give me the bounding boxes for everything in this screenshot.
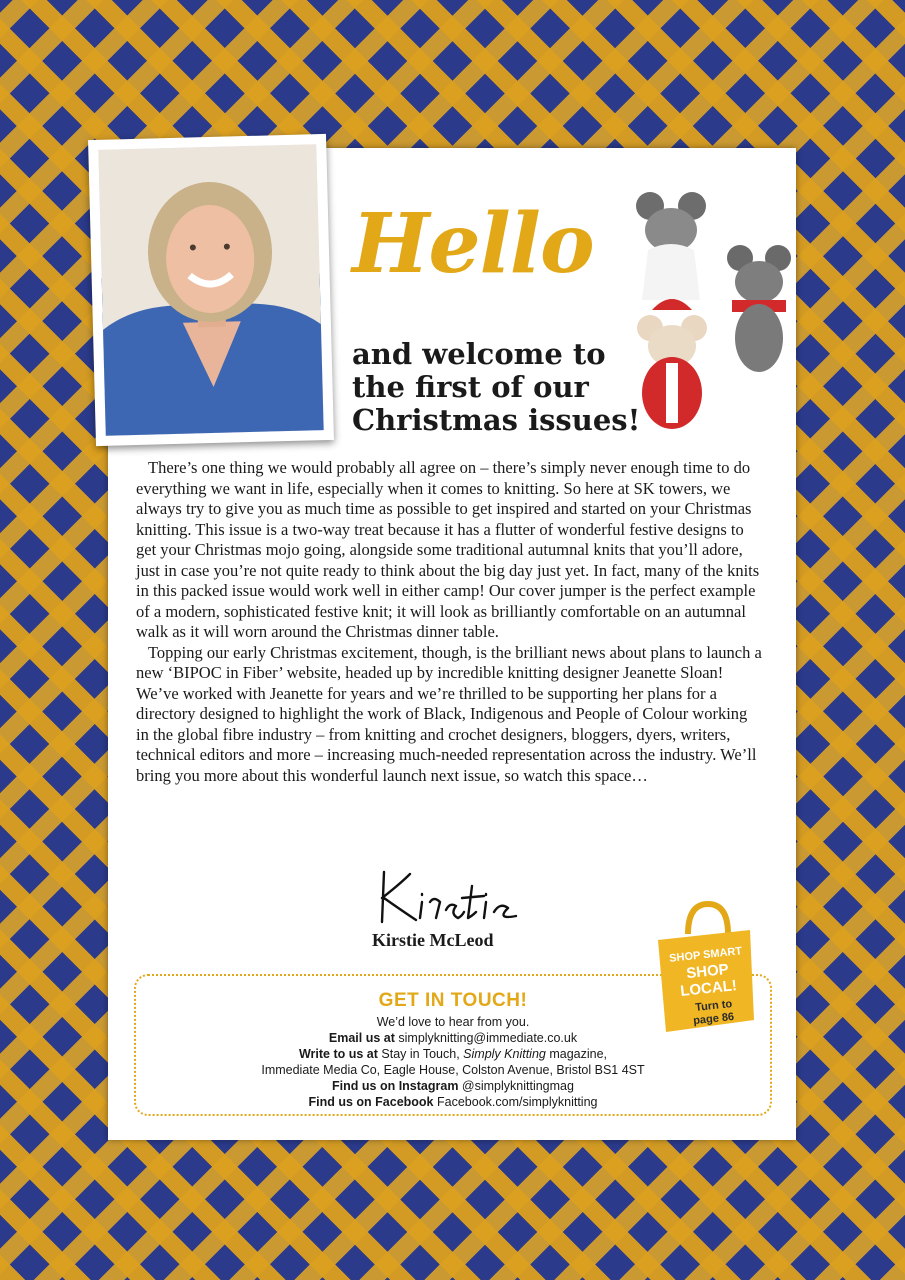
instagram-label: Find us on Instagram <box>332 1079 459 1093</box>
welcome-subheading: and welcome to the first of our Christmas issues! <box>352 337 641 437</box>
email-label: Email us at <box>328 1031 395 1045</box>
signature-graphic <box>376 866 526 926</box>
handwritten-signature <box>376 866 526 930</box>
badge-line-4: Turn to <box>694 998 733 1014</box>
write-value-1: Stay in Touch, <box>381 1047 460 1061</box>
body-paragraph-2: Topping our early Christmas excitement, though, is the brilliant news about plans to launch a new ‘BIPOC in Fiber’ website, headed up by incredible knitting designer Jeanette Sloan! We’ve worked with Jeanette for years and we’re thrilled to be supporting her plans for a directory designed to highlight the work of Black, Indigenous and People of Colour working in the global fibre industry – from knitting and crochet designers, bloggers, dyers, writers, technical editors and more – increasing much-needed representation across the industry. We’ll bring you more about this wonderful launch next issue, so watch this space… <box>136 642 762 785</box>
contact-post-line <box>136 1046 770 1062</box>
badge-line-2: SHOP <box>685 960 730 983</box>
editor-photo <box>88 134 334 446</box>
badge-line-1: SHOP SMART <box>668 945 743 965</box>
contact-facebook-line <box>136 1094 770 1110</box>
editor-letter-body <box>136 458 764 786</box>
body-paragraph-1: There’s one thing we would probably all agree on – there’s simply never enough time to do everything we want in life, especially when it comes to knitting. So here at SK towers, we always try to give you as much time as possible to get inspired and started on your Christmas knitting. This issue is a two-way treat because it has a flutter of wonderful festive designs to get your Christmas mojo going, alongside some traditional autumnal knits that you’ll adore, just in case you’re not quite ready to think about the big day just yet. In fact, many of the knits in this packed issue would work well in either camp! Our cover jumper is the perfect example of a modern, sophisticated festive knit; it will look as brilliantly comfortable on an autumnal walk as it will worn around the Christmas dinner table. <box>136 458 760 641</box>
facebook-label: Find us on Facebook <box>308 1095 434 1109</box>
magazine-name: Simply Knitting <box>463 1047 546 1061</box>
hello-heading: Hello <box>352 196 594 292</box>
write-value-2: magazine, <box>549 1047 608 1061</box>
facebook-link[interactable]: Facebook.com/simplyknitting <box>437 1095 598 1109</box>
email-link[interactable]: simplyknitting@immediate.co.uk <box>398 1031 578 1045</box>
editor-name: Kirstie McLeod <box>372 930 494 950</box>
knitted-mice-illustration <box>628 188 800 438</box>
contact-address: Immediate Media Co, Eagle House, Colston Avenue, Bristol BS1 4ST <box>261 1063 645 1077</box>
shop-local-badge <box>650 900 760 1034</box>
get-in-touch-title: GET IN TOUCH! <box>378 990 528 1011</box>
badge-line-5: page 86 <box>692 1010 735 1028</box>
contact-intro: We’d love to hear from you. <box>376 1015 530 1029</box>
instagram-link[interactable]: @simplyknittingmag <box>461 1079 574 1093</box>
write-label: Write to us at <box>298 1047 378 1061</box>
badge-line-3: LOCAL! <box>679 977 738 1000</box>
editor-portrait-image <box>98 144 323 436</box>
contact-instagram-line <box>136 1078 770 1094</box>
